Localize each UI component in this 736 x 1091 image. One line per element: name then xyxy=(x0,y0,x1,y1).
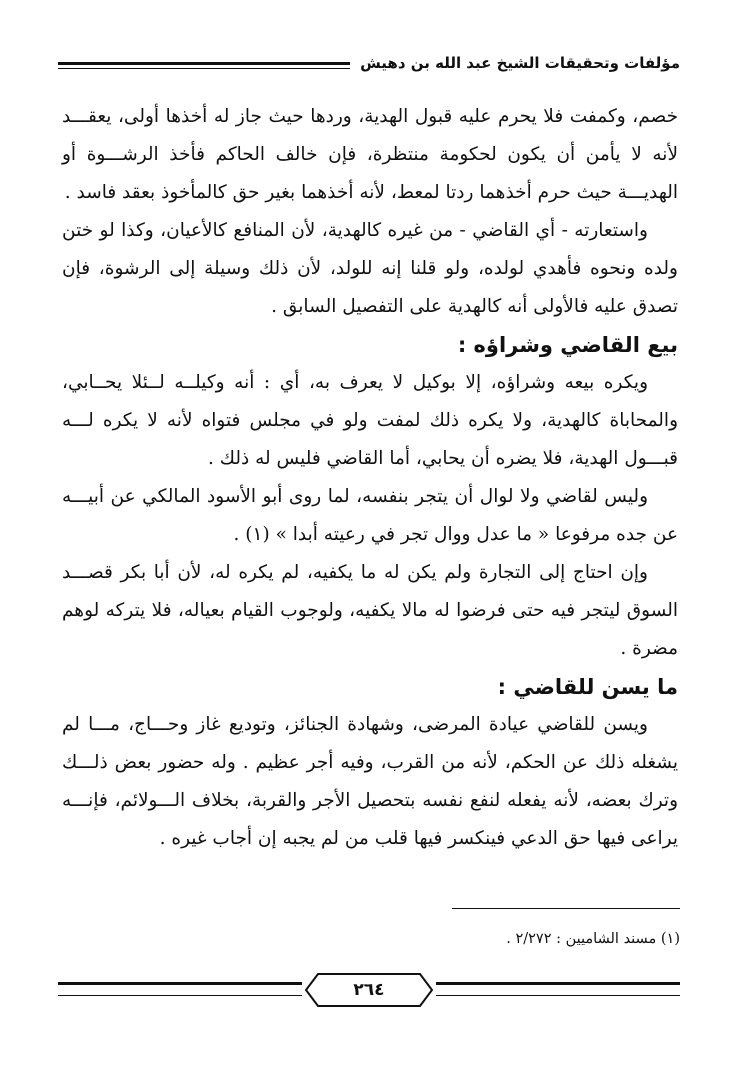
page-body xyxy=(62,98,678,858)
paragraph: وإن احتاج إلى التجارة ولم يكن له ما يكفيه، لم يكره له، لأن أبا بكر قصـــد السوق ليتجر فيه حتى فرضوا له مالا يكفيه، ولوجوب القيام بعياله، فلا يتركه لوهم مضرة . xyxy=(62,562,678,659)
footer-rule-left xyxy=(58,982,302,996)
footnote-separator xyxy=(452,908,680,909)
footer-rule-right xyxy=(436,982,680,996)
footnote: (١) مسند الشاميين : ٢/٢٧٢ . xyxy=(506,931,680,947)
page-number-frame xyxy=(304,972,434,1008)
header-title: مؤلفات وتحقيقات الشيخ عبد الله بن دهيش xyxy=(360,54,680,72)
paragraph: وليس لقاضي ولا لوال أن يتجر بنفسه، لما روى أبو الأسود المالكي عن أبيـــه عن جده مرفوعا « ما عدل ووال تجر في رعيته أبدا » (١) . xyxy=(62,486,678,545)
paragraph: خصم، وكمفت فلا يحرم عليه قبول الهدية، وردها حيث جاز له أخذها أولى، يعقـــد لأنه لا يأمن أن يكون لحكومة منتظرة، فإن خالف الحاكم فأخذ الرشـــوة أو الهديـــة حيث حرم أخذهما ردتا لمعط، لأنه أخذهما بغير حق كالمأخوذ بعقد فاسد . xyxy=(62,106,678,203)
paragraph: ويكره بيعه وشراؤه، إلا بوكيل لا يعرف به، أي : أنه وكيلــه لــئلا يحــابي، والمحاباة كالهدية، ولا يكره ذلك لمفت ولو في مجلس فتواه لأنه لا يكره لـــه قبـــول الهدية، فلا يضره أن يحابي، أما القاضي فليس له ذلك . xyxy=(62,372,678,469)
paragraph: واستعارته - أي القاضي - من غيره كالهدية، لأن المنافع كالأعيان، وكذا لو ختن ولده ونحوه فأهدي لولده، ولو قلنا إنه للولد، لأن ذلك وسيلة إلى الرشوة، فإن تصدق عليه فالأولى أنه كالهدية على التفصيل السابق . xyxy=(62,220,678,317)
page-number: ٢٦٤ xyxy=(353,980,385,1000)
section-heading: ما يسن للقاضي : xyxy=(497,675,678,699)
section-heading: بيع القاضي وشراؤه : xyxy=(457,333,678,357)
paragraph: ويسن للقاضي عيادة المرضى، وشهادة الجنائز، وتوديع غاز وحـــاج، مـــا لم يشغله ذلك عن الحكم، لأنه من القرب، وفيه أجر عظيم . وله حضور بعض ذلـــك وترك بعضه، لأنه يفعله لنفع نفسه بتحصيل الأجر والقربة، بخلاف الـــولائم، فإنـــه يراعى فيها حق الدعي فينكسر فيها قلب من لم يجبه إن أجاب غيره . xyxy=(62,714,678,849)
header-rule xyxy=(58,62,350,65)
page-footer xyxy=(58,972,680,1012)
running-header xyxy=(58,50,680,78)
